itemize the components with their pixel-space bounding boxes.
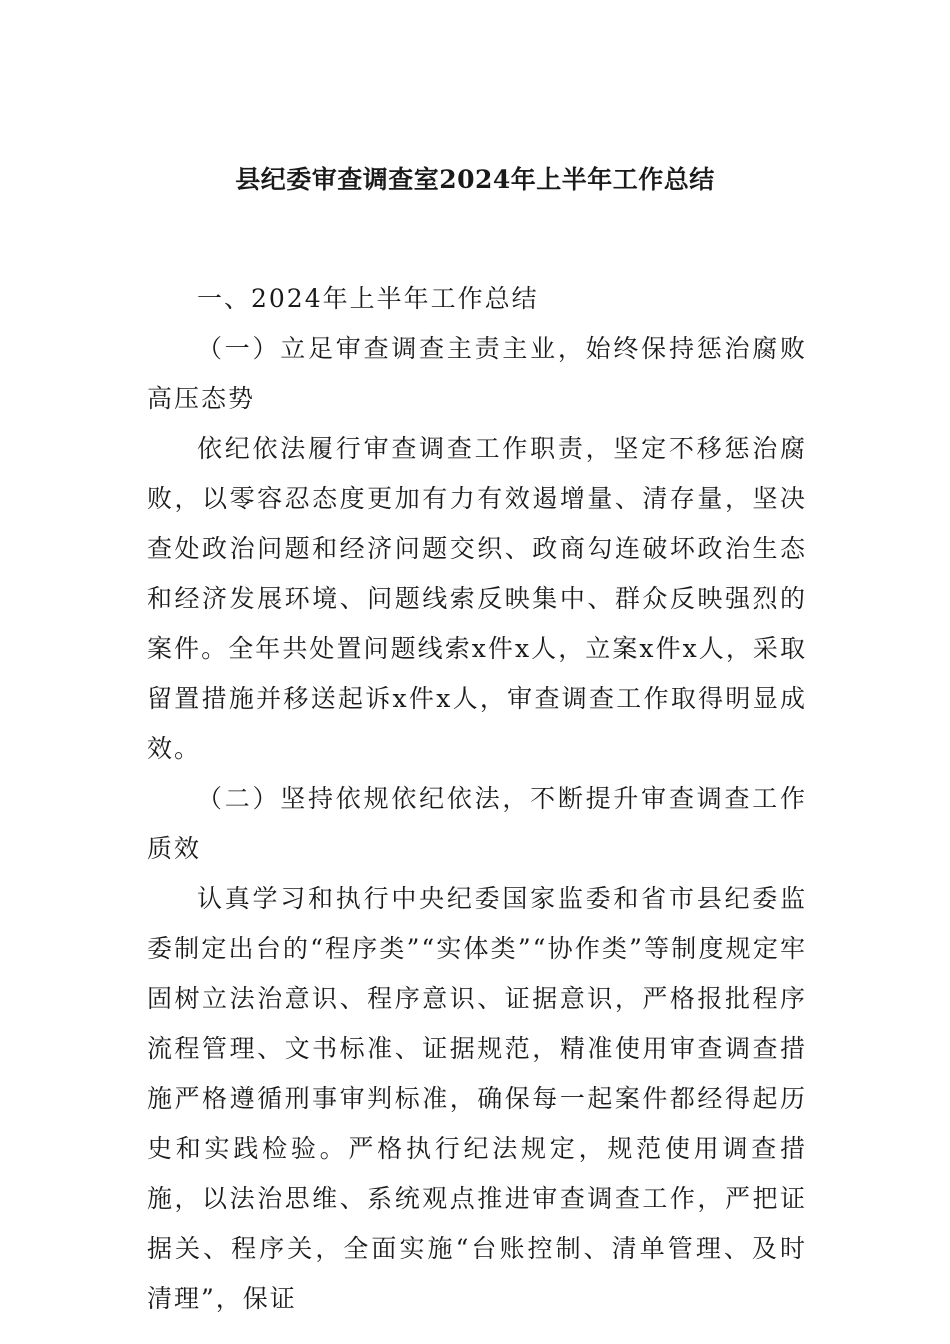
body-paragraph-1: 依纪依法履行审查调查工作职责，坚定不移惩治腐败，以零容忍态度更加有力有效遏增量、清存量，坚决查处政治问题和经济问题交织、政商勾连破坏政治生态和经济发展环境、问题线索反映集中、群众反映强烈的案件。全年共处置问题线索x件x人，立案x件x人，采取留置措施并移送起诉x件x人，审查调查工作取得明显成效。 bbox=[147, 434, 807, 763]
document-title: 县纪委审查调查室2024年上半年工作总结 bbox=[235, 165, 715, 194]
body-paragraph-2: 认真学习和执行中央纪委国家监委和省市县纪委监委制定出台的“程序类”“实体类”“协作类”等制度规定牢固树立法治意识、程序意识、证据意识，严格报批程序流程管理、文书标准、证据规范，精准使用审查调查措施严格遵循刑事审判标准，确保每一起案件都经得起历史和实践检验。严格执行纪法规定，规范使用调查措施，以法治思维、系统观点推进审查调查工作，严把证据关、程序关，全面实施“台账控制、清单管理、及时清理”，保证 bbox=[147, 884, 807, 1313]
subsection-heading-1: （一）立足审查调查主责主业，始终保持惩治腐败高压态势 bbox=[147, 334, 807, 413]
subsection-heading-2: （二）坚持依规依纪依法，不断提升审查调查工作质效 bbox=[147, 784, 807, 863]
section-heading-1: 一、2024年上半年工作总结 bbox=[197, 284, 539, 313]
document-body bbox=[147, 274, 807, 1324]
